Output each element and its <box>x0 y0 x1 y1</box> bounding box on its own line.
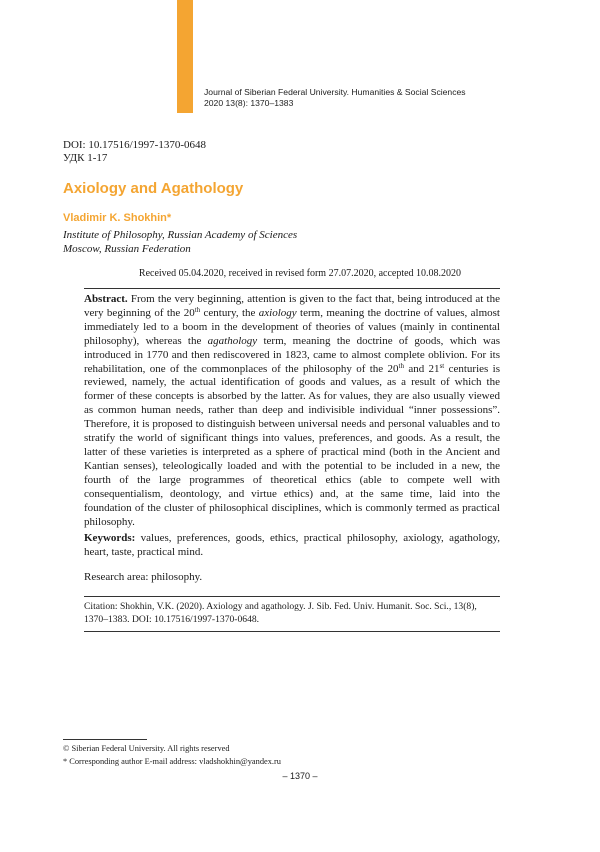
copyright-note: © Siberian Federal University. All rights reserved <box>63 744 230 753</box>
citation: Citation: Shokhin, V.K. (2020). Axiology and agathology. J. Sib. Fed. Univ. Humanit. Soc. Sci., 13(8), 1370–1383. DOI: 10.17516/1997-1370-0648. <box>84 601 477 625</box>
doi: DOI: 10.17516/1997-1370-0648 <box>63 139 206 151</box>
author-name: Vladimir K. Shokhin* <box>63 212 172 224</box>
citation-bottom-rule <box>84 631 500 632</box>
affiliation-location: Moscow, Russian Federation <box>63 243 191 255</box>
author-affiliation <box>63 228 297 256</box>
received-dates: Received 05.04.2020, received in revised form 27.07.2020, accepted 10.08.2020 <box>138 268 462 279</box>
affiliation-institute: Institute of Philosophy, Russian Academy of Sciences <box>63 229 298 241</box>
research-area: Research area: philosophy. <box>84 571 203 583</box>
footnotes <box>63 742 281 768</box>
footnote-rule <box>63 739 147 740</box>
article-identifiers <box>63 139 206 165</box>
header-accent-bar <box>177 0 193 113</box>
keywords: Keywords: values, preferences, goods, ethics, practical philosophy, axiology, agathology, heart, taste, practical mind. <box>84 532 500 558</box>
page-number: – 1370 – <box>282 771 318 781</box>
corresponding-author-note: * Corresponding author E-mail address: vladshokhin@yandex.ru <box>63 757 281 766</box>
journal-name: Journal of Siberian Federal University. Humanities & Social Sciences <box>204 87 466 97</box>
journal-issue: 2020 13(8): 1370–1383 <box>204 98 294 108</box>
article-title: Axiology and Agathology <box>63 180 244 197</box>
journal-header <box>204 87 466 109</box>
abstract: Abstract. From the very beginning, attention is given to the fact that, being introduced at the very beginning of the 20th century, the axiology term, meaning the doctrine of values, almost immediately led to a boom in the development of theories of values (mainly in continental philosophy), whereas the agathology term, meaning the doctrine of goods, which was introduced in 1770 and then rediscovered in 1823, came to almost complete oblivion. For its rehabilitation, one of the commonplaces of the philosophy of the 20th and 21st centuries is reviewed, namely, the actual identification of goods and values, as a result of which the former of these concepts is absorbed by the latter. As for values, they are also usually viewed as common human needs, rather than deep and indivisible individual “inner possessions”. Therefore, it is proposed to distinguish between universal needs and personal valuables and to stratify the world of significant things into values, preferences, and goods. As a result, the latter of these varieties is interpreted as a sphere of practical mind (both in the Ancient and Kantian senses), teleologically loaded and with the potential to be included in a new, the fourth of the large programmes of theoretical ethics (able to compete well with consequentialism, deontology, and virtue ethics) and, at the same time, laid into the foundation of the cluster of philosophical disciplines, which is commonly termed as practical philosophy. <box>84 293 500 528</box>
keywords-label: Keywords: <box>84 532 136 544</box>
abstract-top-rule <box>84 288 500 289</box>
abstract-label: Abstract. <box>84 293 128 305</box>
citation-top-rule <box>84 596 500 597</box>
udk: УДК 1-17 <box>63 152 108 164</box>
